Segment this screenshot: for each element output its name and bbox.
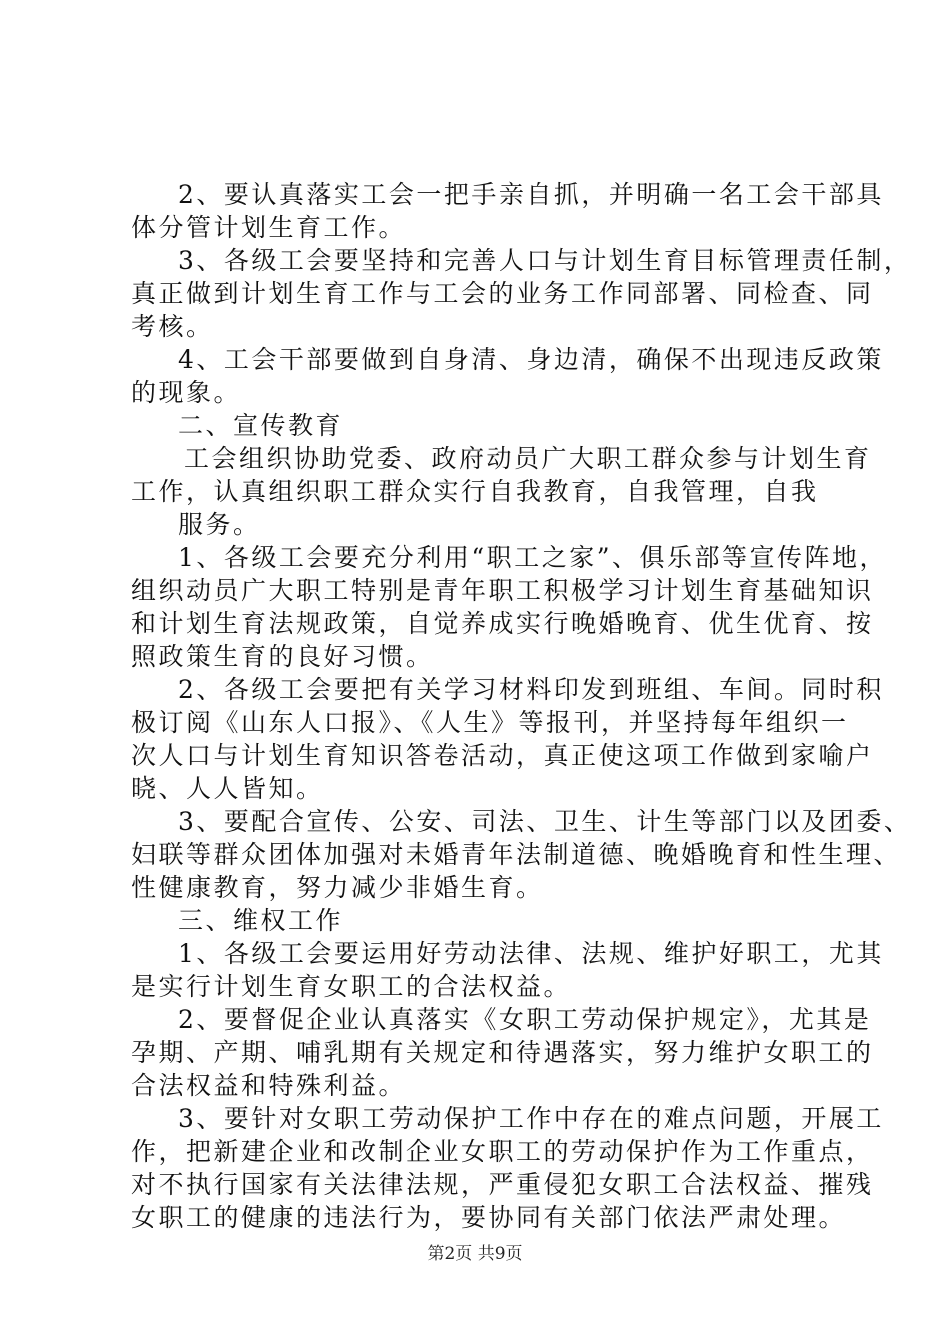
page-number-footer: 第2页 共9页 [427, 1244, 523, 1264]
paragraph-line: 晓、人人皆知。 [131, 774, 324, 803]
paragraph-line: 次人口与计划生育知识答卷活动，真正使这项工作做到家喻户 [131, 741, 874, 770]
paragraph-line: 服务。 [178, 510, 261, 539]
section-heading: 二、宣传教育 [178, 411, 344, 440]
paragraph-line: 考核。 [131, 312, 214, 341]
paragraph-line: 4、工会干部要做到自身清、身边清，确保不出现违反政策 [178, 345, 884, 374]
paragraph-line: 作，把新建企业和改制企业女职工的劳动保护作为工作重点， [131, 1137, 874, 1166]
paragraph-line: 2、各级工会要把有关学习材料印发到班组、车间。同时积 [178, 675, 884, 704]
paragraph-line: 照政策生育的良好习惯。 [131, 642, 434, 671]
paragraph-line: 1、各级工会要运用好劳动法律、法规、维护好职工，尤其 [178, 939, 884, 968]
paragraph-line: 1、各级工会要充分利用“职工之家”、俱乐部等宣传阵地， [178, 543, 887, 572]
section-heading: 三、维权工作 [178, 906, 344, 935]
paragraph-line: 3、各级工会要坚持和完善人口与计划生育目标管理责任制， [178, 246, 912, 275]
paragraph-line: 是实行计划生育女职工的合法权益。 [131, 972, 572, 1001]
paragraph-line: 合法权益和特殊利益。 [131, 1071, 407, 1100]
paragraph-line: 3、要配合宣传、公安、司法、卫生、计生等部门以及团委、 [178, 807, 912, 836]
paragraph-line: 极订阅《山东人口报》、《人生》等报刊，并坚持每年组织一 [131, 708, 849, 737]
paragraph-line: 工会组织协助党委、政府动员广大职工群众参与计划生育 [184, 444, 872, 473]
paragraph-line: 性健康教育，努力减少非婚生育。 [131, 873, 544, 902]
paragraph-line: 组织动员广大职工特别是青年职工积极学习计划生育基础知识 [131, 576, 874, 605]
paragraph-line: 2、要认真落实工会一把手亲自抓，并明确一名工会干部具 [178, 180, 884, 209]
paragraph-line: 和计划生育法规政策，自觉养成实行晚婚晚育、优生优育、按 [131, 609, 874, 638]
paragraph-line: 女职工的健康的违法行为，要协同有关部门依法严肃处理。 [131, 1203, 847, 1232]
paragraph-line: 工作，认真组织职工群众实行自我教育，自我管理，自我 [131, 477, 819, 506]
paragraph-line: 的现象。 [131, 378, 242, 407]
paragraph-line: 妇联等群众团体加强对未婚青年法制道德、晚婚晚育和性生理、 [131, 840, 902, 869]
paragraph-line: 孕期、产期、哺乳期有关规定和待遇落实，努力维护女职工的 [131, 1038, 874, 1067]
paragraph-line: 对不执行国家有关法律法规，严重侵犯女职工合法权益、摧残 [131, 1170, 874, 1199]
paragraph-line: 2、要督促企业认真落实《女职工劳动保护规定》，尤其是 [178, 1005, 872, 1034]
paragraph-line: 体分管计划生育工作。 [131, 213, 407, 242]
paragraph-line: 3、要针对女职工劳动保护工作中存在的难点问题，开展工 [178, 1104, 884, 1133]
paragraph-line: 真正做到计划生育工作与工会的业务工作同部署、同检查、同 [131, 279, 874, 308]
